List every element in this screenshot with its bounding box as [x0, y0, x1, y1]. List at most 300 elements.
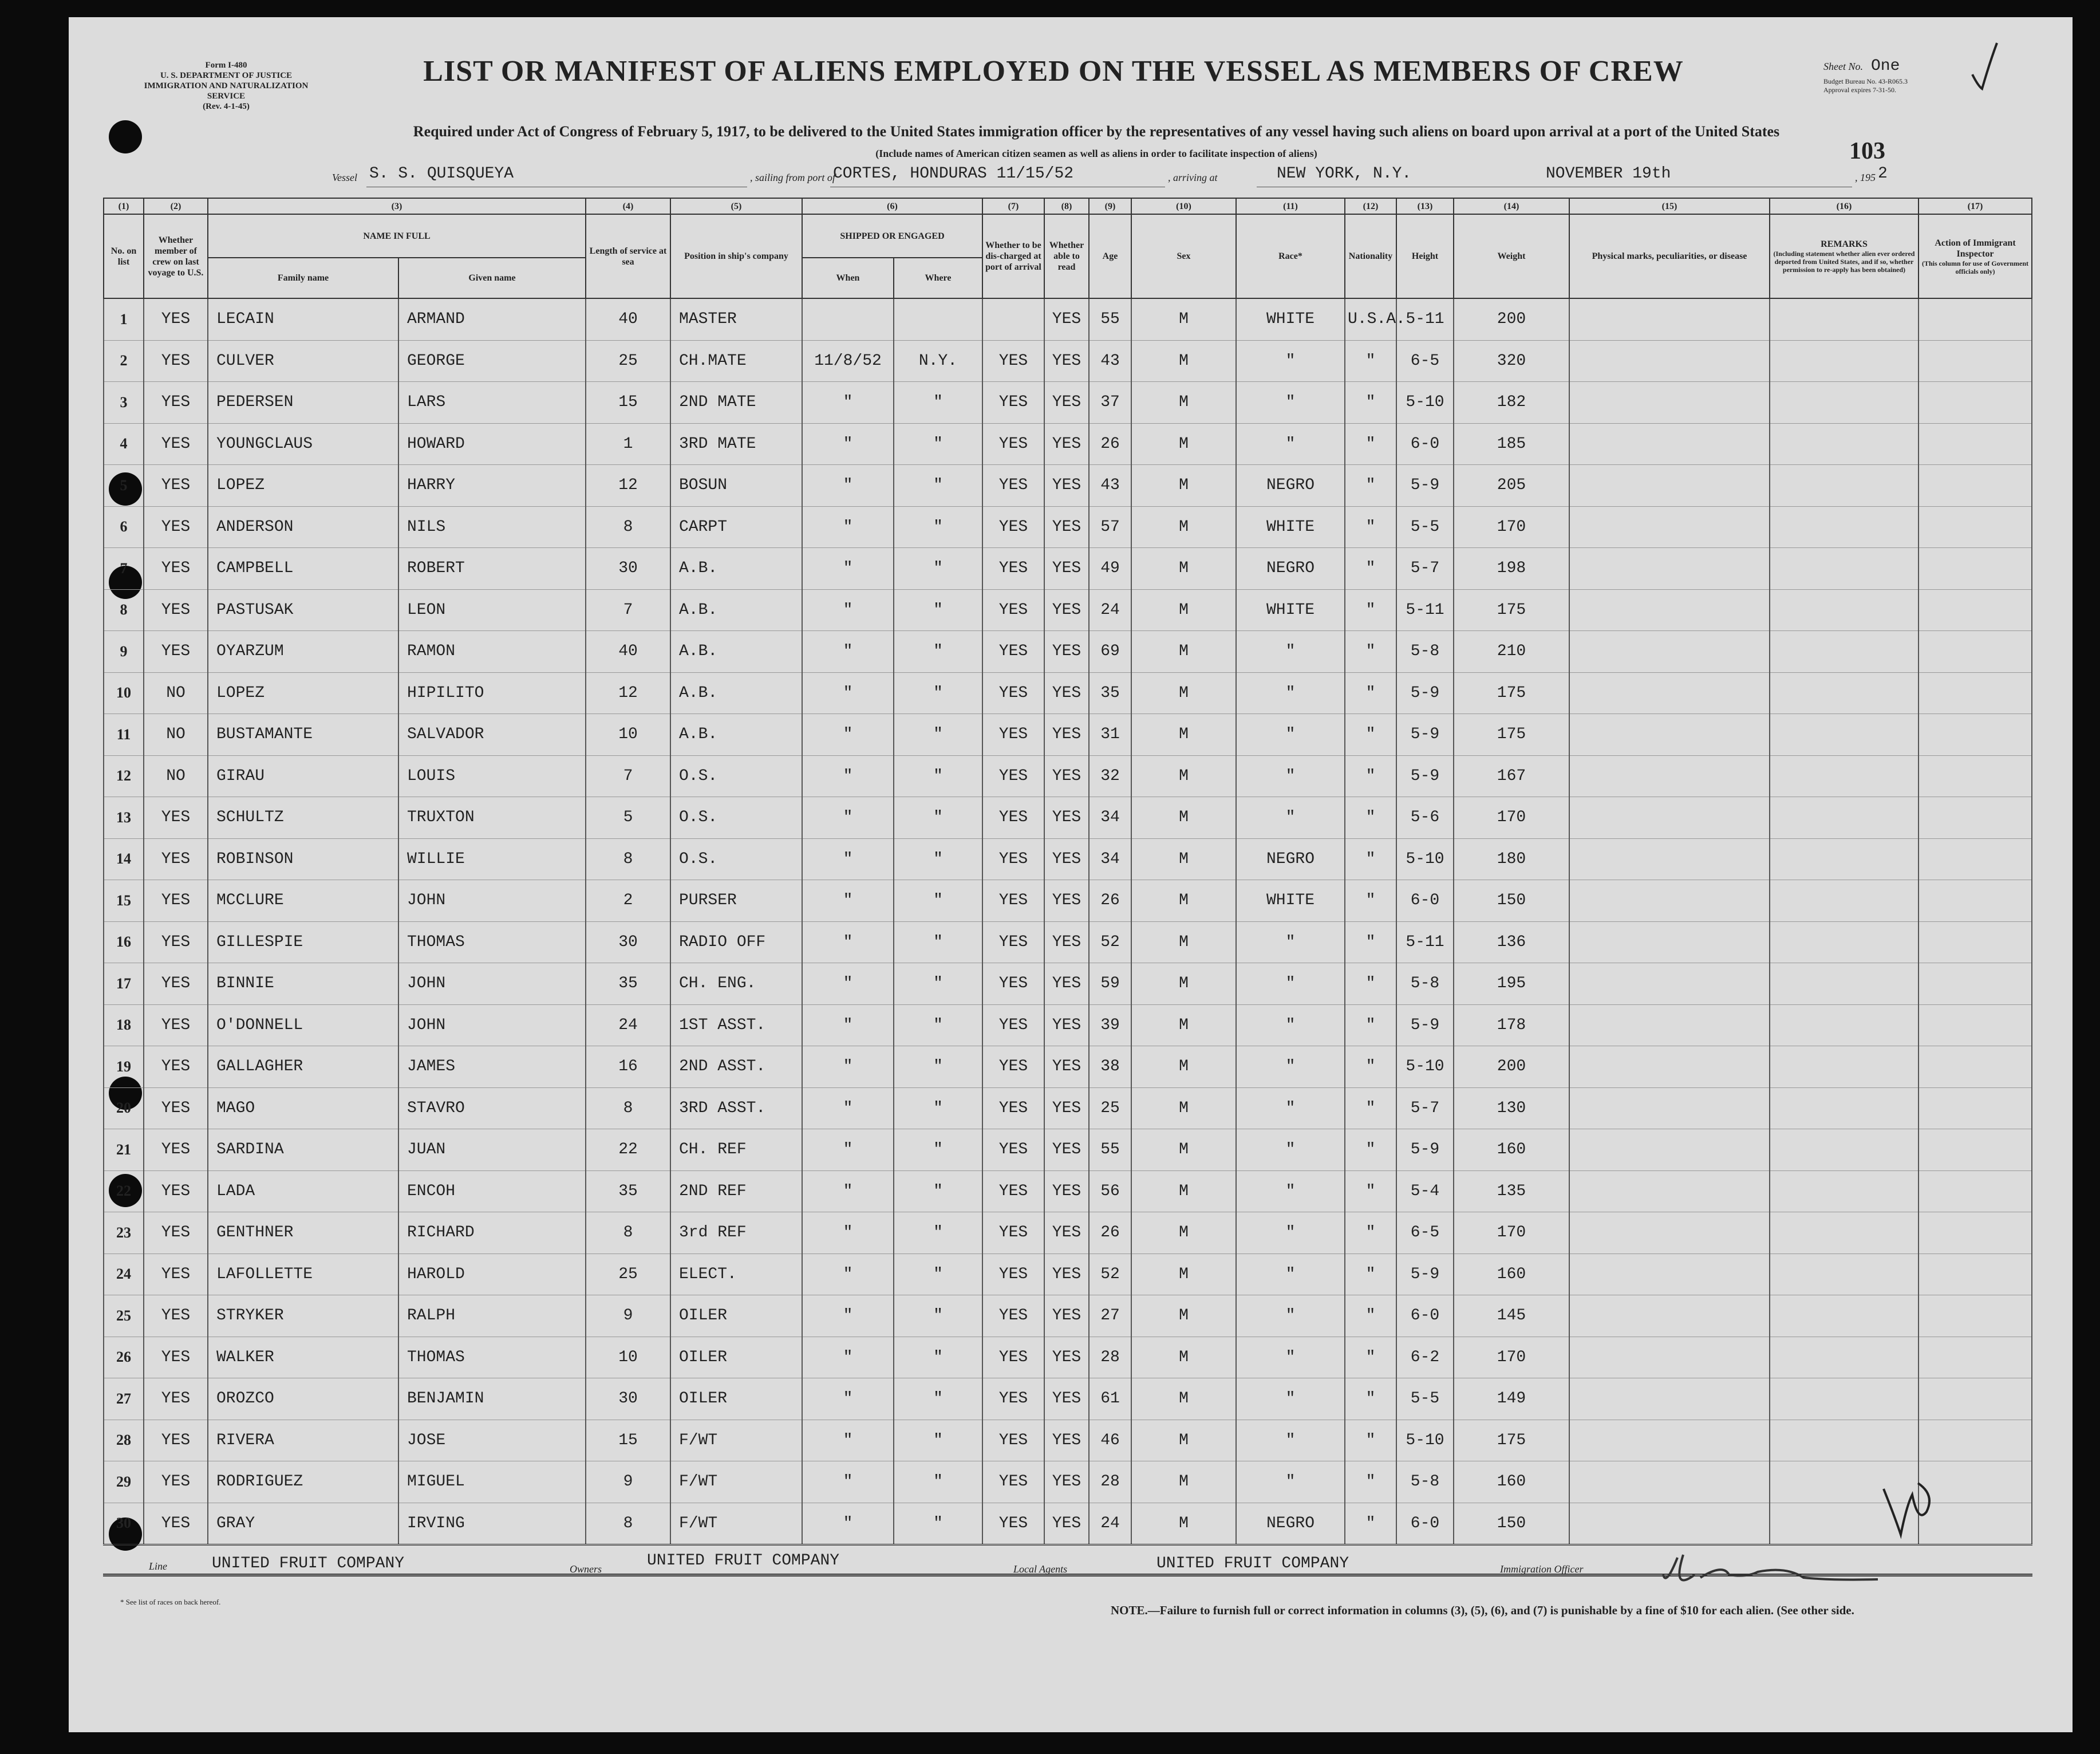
position: CH.MATE: [670, 340, 802, 382]
position: F/WT: [670, 1461, 802, 1503]
weight: 200: [1454, 298, 1569, 340]
sheet-number: [1823, 57, 2041, 75]
nationality: ": [1345, 1212, 1396, 1254]
remarks: [1770, 1170, 1919, 1212]
nationality: ": [1345, 1254, 1396, 1295]
position: F/WT: [670, 1420, 802, 1461]
age: 31: [1089, 714, 1131, 756]
age: 69: [1089, 631, 1131, 673]
race: ": [1236, 1337, 1345, 1378]
nationality: ": [1345, 838, 1396, 880]
height: 5-7: [1396, 548, 1454, 590]
able-to-read: YES: [1044, 963, 1089, 1005]
age: 39: [1089, 1004, 1131, 1046]
physical-marks: [1569, 631, 1770, 673]
punch-hole: [109, 120, 142, 153]
height: 5-9: [1396, 1004, 1454, 1046]
position: CH. ENG.: [670, 963, 802, 1005]
length-of-service: 8: [586, 1087, 670, 1129]
age: 55: [1089, 1129, 1131, 1171]
table-row: [104, 506, 2032, 548]
position: CH. REF: [670, 1129, 802, 1171]
shipped-where: ": [894, 672, 982, 714]
remarks: [1770, 631, 1919, 673]
length-of-service: 5: [586, 797, 670, 839]
table-row: [104, 589, 2032, 631]
length-of-service: 2: [586, 880, 670, 922]
vessel-label: Vessel: [332, 172, 357, 183]
given-name: JOHN: [398, 880, 586, 922]
height: 6-0: [1396, 423, 1454, 465]
page-number: 103: [1849, 138, 1885, 164]
position: OILER: [670, 1295, 802, 1337]
family-name: SARDINA: [208, 1129, 398, 1171]
given-name: LOUIS: [398, 755, 586, 797]
age: 34: [1089, 838, 1131, 880]
sex: M: [1131, 465, 1236, 507]
revision: (Rev. 4-1-45): [203, 102, 250, 111]
given-name: SALVADOR: [398, 714, 586, 756]
year-suffix: 2: [1878, 165, 1888, 183]
row-number: 16: [104, 921, 144, 963]
physical-marks: [1569, 672, 1770, 714]
family-name: LOPEZ: [208, 672, 398, 714]
race: ": [1236, 631, 1345, 673]
weight: 150: [1454, 880, 1569, 922]
shipped-when: ": [802, 714, 894, 756]
age: 37: [1089, 382, 1131, 424]
able-to-read: YES: [1044, 1503, 1089, 1545]
race: ": [1236, 714, 1345, 756]
position: 3RD ASST.: [670, 1087, 802, 1129]
able-to-read: YES: [1044, 548, 1089, 590]
given-name: JOSE: [398, 1420, 586, 1461]
physical-marks: [1569, 589, 1770, 631]
height: 6-5: [1396, 1212, 1454, 1254]
inspector-action: [1919, 1295, 2032, 1337]
physical-marks: [1569, 963, 1770, 1005]
family-name: RIVERA: [208, 1420, 398, 1461]
discharged: YES: [982, 963, 1044, 1005]
arrival-date: NOVEMBER 19th: [1546, 165, 1671, 183]
given-name: JOHN: [398, 963, 586, 1005]
table-row: [104, 465, 2032, 507]
sex: M: [1131, 1461, 1236, 1503]
shipped-when: ": [802, 1337, 894, 1378]
length-of-service: 9: [586, 1461, 670, 1503]
shipped-where: ": [894, 506, 982, 548]
remarks: [1770, 921, 1919, 963]
nationality: ": [1345, 797, 1396, 839]
race: NEGRO: [1236, 1503, 1345, 1545]
sex: M: [1131, 1046, 1236, 1088]
shipped-where: ": [894, 1046, 982, 1088]
shipped-when: [802, 298, 894, 340]
shipped-where: ": [894, 1004, 982, 1046]
remarks: [1770, 672, 1919, 714]
row-number: 8: [104, 589, 144, 631]
shipped-where: ": [894, 1170, 982, 1212]
header-position: Position in ship's company: [670, 214, 802, 298]
able-to-read: YES: [1044, 1337, 1089, 1378]
header-given-name: Given name: [398, 258, 586, 298]
remarks: [1770, 506, 1919, 548]
shipped-where: ": [894, 714, 982, 756]
shipped-when: ": [802, 423, 894, 465]
remarks: [1770, 1212, 1919, 1254]
shipped-when: ": [802, 465, 894, 507]
able-to-read: YES: [1044, 1254, 1089, 1295]
age: 28: [1089, 1461, 1131, 1503]
discharged: YES: [982, 1170, 1044, 1212]
discharged: YES: [982, 1046, 1044, 1088]
header-able-to-read: Whether able to read: [1044, 214, 1089, 298]
inspector-action: [1919, 506, 2032, 548]
table-row: [104, 1087, 2032, 1129]
discharged: YES: [982, 797, 1044, 839]
length-of-service: 35: [586, 1170, 670, 1212]
position: MASTER: [670, 298, 802, 340]
discharged: YES: [982, 755, 1044, 797]
table-row: [104, 880, 2032, 922]
remarks: [1770, 1046, 1919, 1088]
family-name: BINNIE: [208, 963, 398, 1005]
row-number: 6: [104, 506, 144, 548]
weight: 175: [1454, 672, 1569, 714]
shipped-when: 11/8/52: [802, 340, 894, 382]
physical-marks: [1569, 880, 1770, 922]
remarks: [1770, 1295, 1919, 1337]
family-name: CAMPBELL: [208, 548, 398, 590]
weight: 170: [1454, 506, 1569, 548]
position: CARPT: [670, 506, 802, 548]
nationality: ": [1345, 921, 1396, 963]
crew-last-voyage: YES: [144, 1087, 208, 1129]
height: 6-0: [1396, 1503, 1454, 1545]
remarks: [1770, 423, 1919, 465]
discharged: YES: [982, 880, 1044, 922]
family-name: SCHULTZ: [208, 797, 398, 839]
race: ": [1236, 921, 1345, 963]
row-number: 4: [104, 423, 144, 465]
height: 5-7: [1396, 1087, 1454, 1129]
row-number: 9: [104, 631, 144, 673]
table-row: [104, 1212, 2032, 1254]
position: A.B.: [670, 714, 802, 756]
row-number: 19: [104, 1046, 144, 1088]
nationality: ": [1345, 1170, 1396, 1212]
table-row: [104, 1420, 2032, 1461]
length-of-service: 25: [586, 340, 670, 382]
race: NEGRO: [1236, 838, 1345, 880]
nationality: U.S.A.: [1345, 298, 1396, 340]
shipped-where: ": [894, 423, 982, 465]
nationality: ": [1345, 340, 1396, 382]
length-of-service: 8: [586, 838, 670, 880]
crew-last-voyage: YES: [144, 1170, 208, 1212]
family-name: GILLESPIE: [208, 921, 398, 963]
header-when: When: [802, 258, 894, 298]
nationality: ": [1345, 1046, 1396, 1088]
weight: 205: [1454, 465, 1569, 507]
sex: M: [1131, 1254, 1236, 1295]
family-name: PASTUSAK: [208, 589, 398, 631]
table-row: [104, 1004, 2032, 1046]
remarks: [1770, 1337, 1919, 1378]
row-number: 27: [104, 1378, 144, 1420]
position: A.B.: [670, 672, 802, 714]
check-mark-icon: [1969, 40, 1998, 92]
sex: M: [1131, 1295, 1236, 1337]
remarks: [1770, 755, 1919, 797]
height: 5-10: [1396, 382, 1454, 424]
family-name: OROZCO: [208, 1378, 398, 1420]
given-name: MIGUEL: [398, 1461, 586, 1503]
race: ": [1236, 1087, 1345, 1129]
age: 24: [1089, 1503, 1131, 1545]
remarks: [1770, 465, 1919, 507]
family-name: ANDERSON: [208, 506, 398, 548]
shipped-when: ": [802, 1129, 894, 1171]
inspector-action: [1919, 1129, 2032, 1171]
age: 34: [1089, 797, 1131, 839]
able-to-read: YES: [1044, 506, 1089, 548]
physical-marks: [1569, 1046, 1770, 1088]
length-of-service: 1: [586, 423, 670, 465]
family-name: BUSTAMANTE: [208, 714, 398, 756]
header-height: Height: [1396, 214, 1454, 298]
age: 43: [1089, 465, 1131, 507]
race: ": [1236, 340, 1345, 382]
height: 5-9: [1396, 672, 1454, 714]
race: ": [1236, 1295, 1345, 1337]
physical-marks: [1569, 340, 1770, 382]
length-of-service: 9: [586, 1295, 670, 1337]
discharged: YES: [982, 1295, 1044, 1337]
header-age: Age: [1089, 214, 1131, 298]
family-name: LADA: [208, 1170, 398, 1212]
shipped-when: ": [802, 1170, 894, 1212]
weight: 175: [1454, 589, 1569, 631]
shipped-where: ": [894, 1420, 982, 1461]
weight: 160: [1454, 1129, 1569, 1171]
weight: 175: [1454, 714, 1569, 756]
given-name: ARMAND: [398, 298, 586, 340]
nationality: ": [1345, 1378, 1396, 1420]
race: ": [1236, 1212, 1345, 1254]
height: 5-11: [1396, 589, 1454, 631]
sex: M: [1131, 340, 1236, 382]
sheet-value: One: [1871, 57, 1900, 75]
given-name: THOMAS: [398, 1337, 586, 1378]
able-to-read: YES: [1044, 631, 1089, 673]
length-of-service: 40: [586, 631, 670, 673]
age: 32: [1089, 755, 1131, 797]
crew-last-voyage: YES: [144, 1254, 208, 1295]
arriving-label: , arriving at: [1168, 172, 1218, 183]
inspector-action: [1919, 1046, 2032, 1088]
shipped-where: ": [894, 631, 982, 673]
nationality: ": [1345, 589, 1396, 631]
length-of-service: 10: [586, 714, 670, 756]
physical-marks: [1569, 1378, 1770, 1420]
header-member-last-voyage: Whether member of crew on last voyage to U.S.: [144, 214, 208, 298]
age: 28: [1089, 1337, 1131, 1378]
sex: M: [1131, 838, 1236, 880]
row-number: 5: [104, 465, 144, 507]
able-to-read: YES: [1044, 1212, 1089, 1254]
remarks: [1770, 382, 1919, 424]
age: 25: [1089, 1087, 1131, 1129]
sex: M: [1131, 672, 1236, 714]
given-name: RICHARD: [398, 1212, 586, 1254]
weight: 210: [1454, 631, 1569, 673]
header-no-on-list: No. on list: [104, 214, 144, 298]
nationality: ": [1345, 963, 1396, 1005]
physical-marks: [1569, 1212, 1770, 1254]
shipped-when: ": [802, 838, 894, 880]
shipped-when: ": [802, 1004, 894, 1046]
nationality: ": [1345, 382, 1396, 424]
nationality: ": [1345, 548, 1396, 590]
discharged: YES: [982, 423, 1044, 465]
weight: 170: [1454, 1212, 1569, 1254]
inspector-action: [1919, 755, 2032, 797]
length-of-service: 30: [586, 1378, 670, 1420]
physical-marks: [1569, 838, 1770, 880]
physical-marks: [1569, 506, 1770, 548]
given-name: THOMAS: [398, 921, 586, 963]
sex: M: [1131, 631, 1236, 673]
remarks: [1770, 880, 1919, 922]
header-sex: Sex: [1131, 214, 1236, 298]
header-nationality: Nationality: [1345, 214, 1396, 298]
inspector-action: [1919, 963, 2032, 1005]
race: ": [1236, 755, 1345, 797]
table-row: [104, 714, 2032, 756]
family-name: STRYKER: [208, 1295, 398, 1337]
weight: 167: [1454, 755, 1569, 797]
table-row: [104, 548, 2032, 590]
height: 6-2: [1396, 1337, 1454, 1378]
shipped-when: ": [802, 672, 894, 714]
race: ": [1236, 1170, 1345, 1212]
family-name: GRAY: [208, 1503, 398, 1545]
row-number: 13: [104, 797, 144, 839]
physical-marks: [1569, 1170, 1770, 1212]
row-number: 1: [104, 298, 144, 340]
weight: 320: [1454, 340, 1569, 382]
height: 5-11: [1396, 921, 1454, 963]
inspector-action: [1919, 838, 2032, 880]
length-of-service: 15: [586, 382, 670, 424]
physical-marks: [1569, 1129, 1770, 1171]
given-name: RALPH: [398, 1295, 586, 1337]
nationality: ": [1345, 1503, 1396, 1545]
table-row: [104, 340, 2032, 382]
able-to-read: YES: [1044, 1170, 1089, 1212]
discharged: YES: [982, 1087, 1044, 1129]
discharged: YES: [982, 1212, 1044, 1254]
races-note: * See list of races on back hereof.: [120, 1598, 221, 1606]
given-name: TRUXTON: [398, 797, 586, 839]
vessel-name: S. S. QUISQUEYA: [369, 165, 514, 183]
inspector-action: [1919, 340, 2032, 382]
height: 5-5: [1396, 1378, 1454, 1420]
sex: M: [1131, 298, 1236, 340]
age: 26: [1089, 1212, 1131, 1254]
sex: M: [1131, 423, 1236, 465]
family-name: GALLAGHER: [208, 1046, 398, 1088]
age: 26: [1089, 880, 1131, 922]
height: 5-5: [1396, 506, 1454, 548]
position: OILER: [670, 1378, 802, 1420]
shipped-when: ": [802, 755, 894, 797]
given-name: IRVING: [398, 1503, 586, 1545]
table-row: [104, 838, 2032, 880]
length-of-service: 30: [586, 921, 670, 963]
nationality: ": [1345, 755, 1396, 797]
position: PURSER: [670, 880, 802, 922]
shipped-when: ": [802, 1378, 894, 1420]
remarks: [1770, 1420, 1919, 1461]
officer-label: Immigration Officer: [1500, 1563, 1584, 1575]
physical-marks: [1569, 1087, 1770, 1129]
crew-last-voyage: YES: [144, 1129, 208, 1171]
race: ": [1236, 1461, 1345, 1503]
race: ": [1236, 1046, 1345, 1088]
shipped-where: ": [894, 465, 982, 507]
weight: 175: [1454, 1420, 1569, 1461]
family-name: LECAIN: [208, 298, 398, 340]
height: 5-10: [1396, 1046, 1454, 1088]
remarks: [1770, 1004, 1919, 1046]
shipped-where: ": [894, 1461, 982, 1503]
row-number: 2: [104, 340, 144, 382]
race: WHITE: [1236, 298, 1345, 340]
inspector-action: [1919, 880, 2032, 922]
sex: M: [1131, 963, 1236, 1005]
shipped-when: ": [802, 382, 894, 424]
inspector-action: [1919, 298, 2032, 340]
discharged: YES: [982, 1420, 1044, 1461]
manifest-sheet: [69, 17, 2073, 1732]
height: 6-5: [1396, 340, 1454, 382]
crew-last-voyage: YES: [144, 382, 208, 424]
header-remarks: REMARKS (Including statement whether alien ever ordered deported from United States, and if so, whether permission to re-apply has been obtained): [1770, 214, 1919, 298]
sex: M: [1131, 1503, 1236, 1545]
able-to-read: YES: [1044, 1046, 1089, 1088]
race: NEGRO: [1236, 548, 1345, 590]
physical-marks: [1569, 1004, 1770, 1046]
crew-last-voyage: YES: [144, 1212, 208, 1254]
header-family-name: Family name: [208, 258, 398, 298]
race: ": [1236, 1254, 1345, 1295]
height: 6-0: [1396, 880, 1454, 922]
height: 5-8: [1396, 631, 1454, 673]
height: 5-10: [1396, 838, 1454, 880]
table-row: [104, 1295, 2032, 1337]
discharged: YES: [982, 1503, 1044, 1545]
position: 2ND MATE: [670, 382, 802, 424]
nationality: ": [1345, 1004, 1396, 1046]
inspector-action: [1919, 1212, 2032, 1254]
crew-last-voyage: YES: [144, 1378, 208, 1420]
given-name: JAMES: [398, 1046, 586, 1088]
shipped-where: ": [894, 589, 982, 631]
shipped-where: ": [894, 1087, 982, 1129]
able-to-read: YES: [1044, 880, 1089, 922]
